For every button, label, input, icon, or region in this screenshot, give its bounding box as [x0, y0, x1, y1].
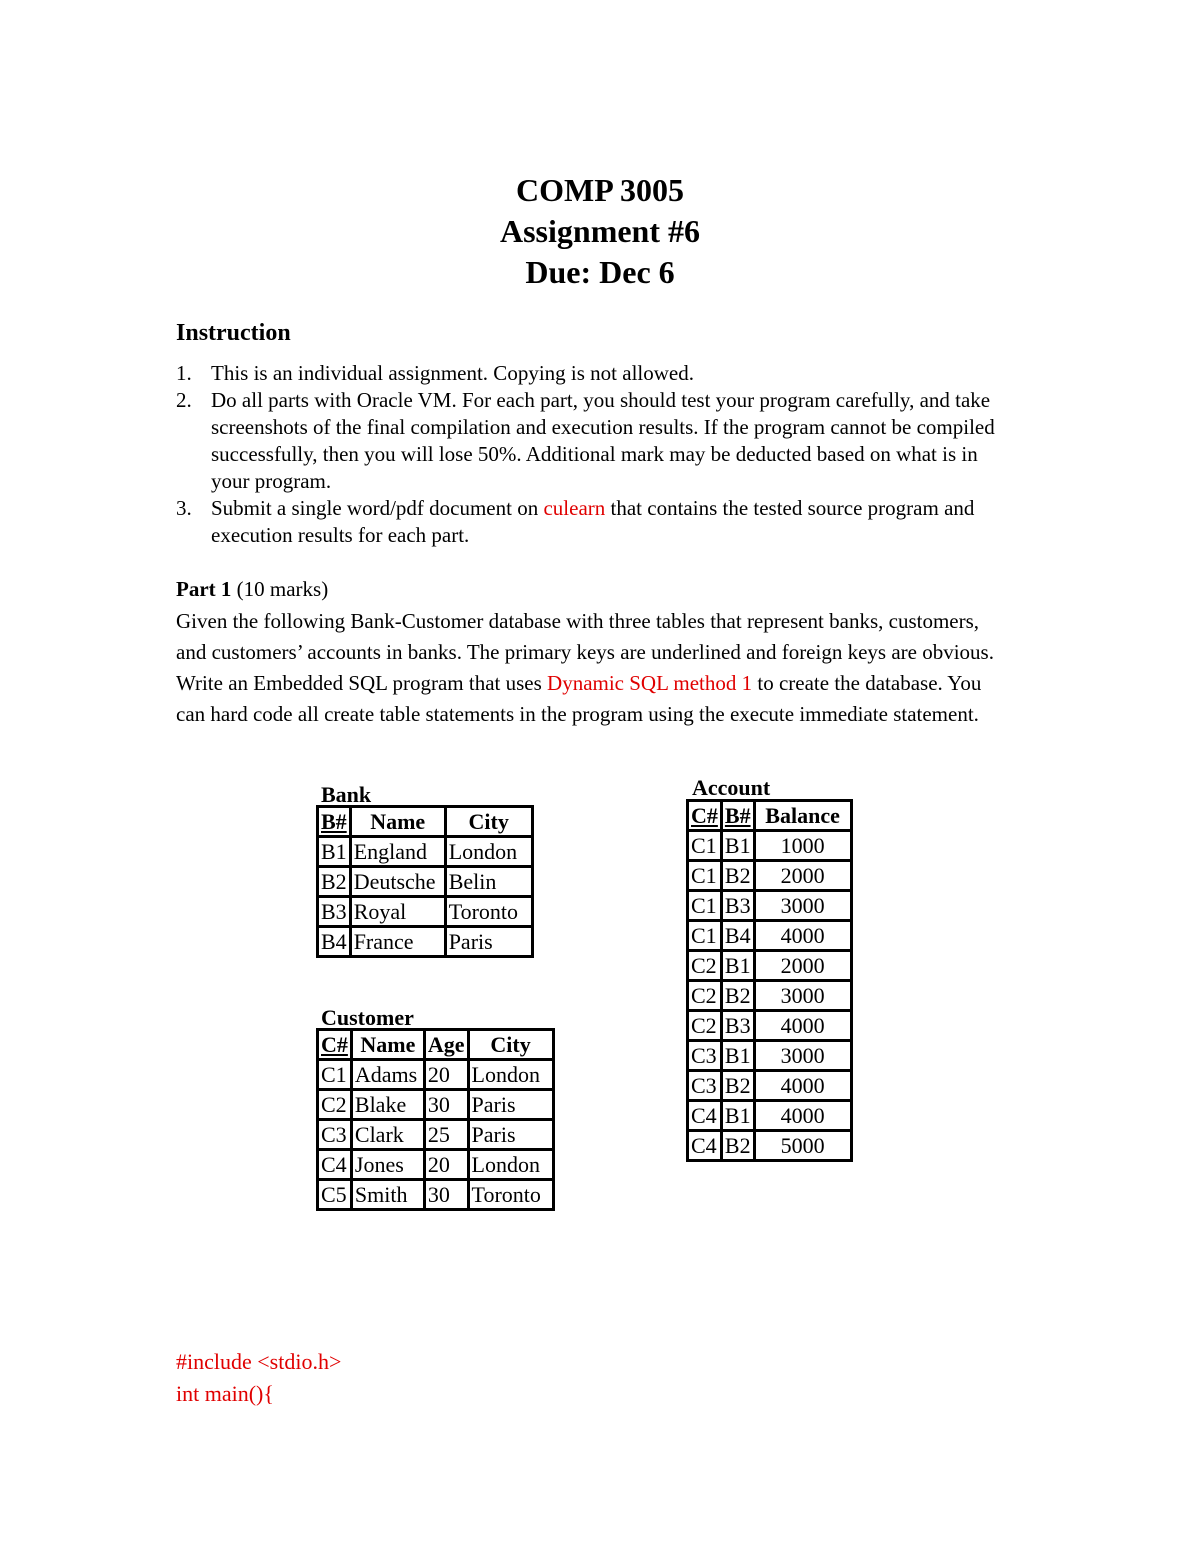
table-cell: B4: [318, 927, 351, 957]
table-cell: Jones: [351, 1150, 424, 1180]
table-row: [688, 951, 852, 981]
code-line: #include <stdio.h>: [176, 1349, 342, 1374]
table-cell: B4: [721, 921, 754, 951]
table-row: [688, 831, 852, 861]
table-cell: C4: [688, 1101, 722, 1131]
instruction-number: 1.: [176, 361, 192, 385]
table-cell: England: [350, 837, 445, 867]
instruction-item: [176, 387, 1016, 495]
table-row: [318, 867, 533, 897]
table-cell: B2: [721, 1071, 754, 1101]
table-cell: 3000: [754, 1041, 851, 1071]
table-cell: C1: [688, 831, 722, 861]
account-table: [686, 799, 853, 1162]
column-header: City: [445, 807, 532, 837]
customer-table: [316, 1028, 555, 1211]
course-title: COMP 3005: [516, 172, 684, 208]
table-row: [688, 921, 852, 951]
table-cell: B2: [721, 981, 754, 1011]
table-cell: Toronto: [445, 897, 532, 927]
table-cell: C1: [688, 921, 722, 951]
column-header: C#: [688, 801, 722, 831]
table-row: [688, 891, 852, 921]
table-cell: C2: [688, 951, 722, 981]
instruction-text: Do all parts with Oracle VM. For each part, you should test your program carefully, and take screenshots of the final compilation and execution results. If the program cannot be compiled successfully, then you will lose 50%. Additional mark may be deducted based on what is in your program.: [211, 388, 995, 493]
table-row: [318, 1090, 554, 1120]
table-cell: 25: [424, 1120, 468, 1150]
table-cell: C1: [688, 861, 722, 891]
table-cell: Belin: [445, 867, 532, 897]
table-cell: 1000: [754, 831, 851, 861]
table-cell: Deutsche: [350, 867, 445, 897]
title-block: [0, 170, 1200, 293]
table-cell: Paris: [468, 1120, 553, 1150]
table-cell: B1: [721, 951, 754, 981]
table-cell: 4000: [754, 1071, 851, 1101]
table-row: [688, 1041, 852, 1071]
table-row: [318, 927, 533, 957]
table-cell: Royal: [350, 897, 445, 927]
instruction-list: [176, 360, 1016, 549]
due-date: Due: Dec 6: [525, 254, 675, 290]
table-cell: Smith: [351, 1180, 424, 1210]
table-cell: 20: [424, 1060, 468, 1090]
table-cell: 2000: [754, 861, 851, 891]
column-header: C#: [318, 1030, 352, 1060]
table-cell: 30: [424, 1180, 468, 1210]
table-row: [688, 1071, 852, 1101]
table-cell: C1: [318, 1060, 352, 1090]
table-cell: C2: [688, 1011, 722, 1041]
table-row: [318, 1120, 554, 1150]
table-cell: 4000: [754, 921, 851, 951]
table-cell: Adams: [351, 1060, 424, 1090]
part1-label: Part 1: [176, 577, 232, 601]
column-header: Balance: [754, 801, 851, 831]
table-cell: Clark: [351, 1120, 424, 1150]
table-row: [318, 1150, 554, 1180]
instruction-number: 3.: [176, 496, 192, 520]
table-cell: France: [350, 927, 445, 957]
table-row: [318, 897, 533, 927]
column-header: Name: [350, 807, 445, 837]
table-cell: 4000: [754, 1011, 851, 1041]
table-cell: London: [468, 1060, 553, 1090]
table-cell: 20: [424, 1150, 468, 1180]
table-cell: Paris: [468, 1090, 553, 1120]
column-header: B#: [721, 801, 754, 831]
table-row: [688, 1101, 852, 1131]
table-cell: Toronto: [468, 1180, 553, 1210]
table-cell: C4: [688, 1131, 722, 1161]
table-cell: 3000: [754, 891, 851, 921]
table-cell: London: [445, 837, 532, 867]
instruction-text-after: that contains the tested source program and execution results for each part.: [211, 496, 975, 547]
column-header: Age: [424, 1030, 468, 1060]
instruction-text-before: Submit a single word/pdf document on: [211, 496, 544, 520]
table-cell: B2: [318, 867, 351, 897]
table-header-row: [318, 1030, 554, 1060]
assignment-title: Assignment #6: [499, 213, 700, 249]
culearn-link[interactable]: culearn: [543, 496, 606, 520]
table-row: [688, 861, 852, 891]
column-header: B#: [318, 807, 351, 837]
table-cell: C1: [688, 891, 722, 921]
table-cell: C3: [318, 1120, 352, 1150]
table-cell: B1: [318, 837, 351, 867]
table-header-row: [688, 801, 852, 831]
bank-table-caption: Bank: [321, 782, 372, 807]
table-cell: B3: [318, 897, 351, 927]
table-cell: C5: [318, 1180, 352, 1210]
instruction-item: [176, 360, 1016, 387]
table-header-row: [318, 807, 533, 837]
table-cell: Paris: [445, 927, 532, 957]
table-cell: C4: [318, 1150, 352, 1180]
table-row: [688, 981, 852, 1011]
part1-text-before: Given the following Bank-Customer database with three tables that represent banks, customers, and customers’ accounts in banks. The primary keys are underlined and foreign keys are obvious. Write an Embedded SQL program that uses: [176, 609, 994, 695]
column-header: Name: [351, 1030, 424, 1060]
account-table-caption: Account: [692, 775, 771, 800]
table-cell: B1: [721, 1041, 754, 1071]
table-row: [688, 1011, 852, 1041]
table-cell: C2: [688, 981, 722, 1011]
table-cell: London: [468, 1150, 553, 1180]
part1-text-after: to create the database. You can hard code all create table statements in the program using the execute immediate statement.: [176, 671, 982, 726]
instruction-item: [176, 495, 1016, 549]
table-cell: C3: [688, 1071, 722, 1101]
part1-marks: (10 marks): [231, 577, 329, 601]
table-cell: 2000: [754, 951, 851, 981]
table-cell: B1: [721, 1101, 754, 1131]
table-row: [318, 1060, 554, 1090]
code-snippet: [176, 1346, 341, 1410]
table-cell: Blake: [351, 1090, 424, 1120]
table-row: [318, 837, 533, 867]
table-cell: B2: [721, 861, 754, 891]
instruction-heading: Instruction: [176, 320, 291, 346]
table-cell: B3: [721, 891, 754, 921]
table-row: [688, 1131, 852, 1161]
part1-description: [176, 606, 1006, 730]
table-cell: 4000: [754, 1101, 851, 1131]
instruction-number: 2.: [176, 388, 192, 412]
code-line: int main(){: [176, 1381, 274, 1406]
table-cell: 5000: [754, 1131, 851, 1161]
table-cell: B1: [721, 831, 754, 861]
column-header: City: [468, 1030, 553, 1060]
part1-heading: [176, 577, 328, 602]
table-row: [318, 1180, 554, 1210]
table-cell: 30: [424, 1090, 468, 1120]
table-cell: B2: [721, 1131, 754, 1161]
table-cell: B3: [721, 1011, 754, 1041]
bank-table: [316, 805, 534, 958]
table-cell: 3000: [754, 981, 851, 1011]
table-cell: C2: [318, 1090, 352, 1120]
dynamic-sql-term: Dynamic SQL method 1: [547, 671, 753, 695]
customer-table-caption: Customer: [321, 1005, 414, 1030]
instruction-text: This is an individual assignment. Copying is not allowed.: [211, 361, 694, 385]
table-cell: C3: [688, 1041, 722, 1071]
